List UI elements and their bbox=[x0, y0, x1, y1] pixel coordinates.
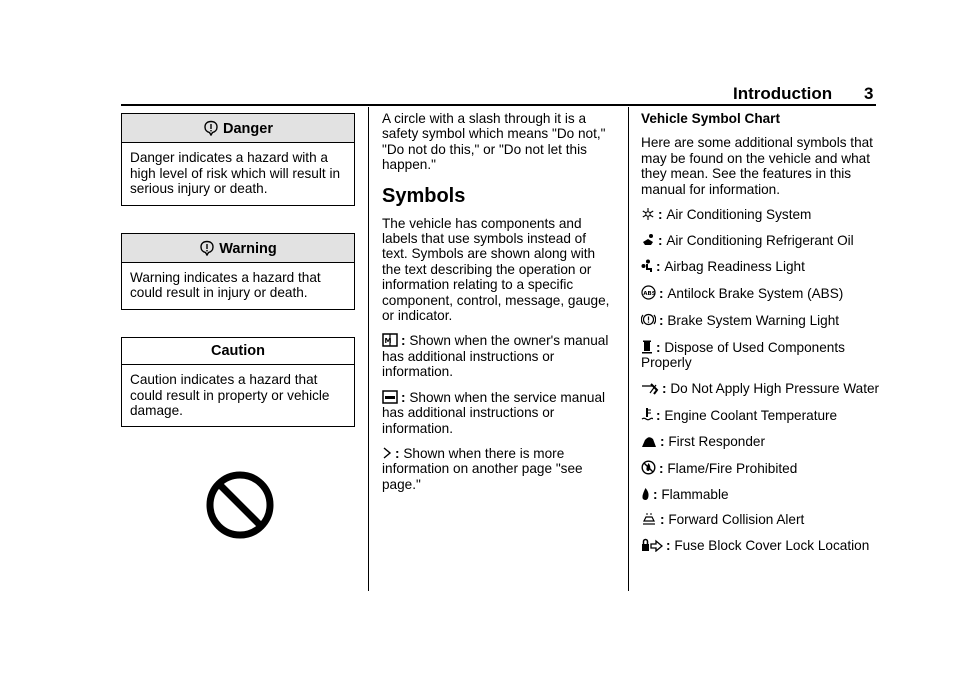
symbol-item-text: First Responder bbox=[668, 433, 766, 449]
warning-box-title: Warning bbox=[219, 240, 277, 257]
symbol-item: : Flammable bbox=[641, 487, 881, 502]
warning-box-body: Warning indicates a hazard that could result in injury or death. bbox=[130, 270, 321, 301]
symbol-item: M : Shown when the owner's manual has additional instructions or information. bbox=[382, 333, 609, 380]
symbol-item-text: Flammable bbox=[661, 486, 729, 502]
danger-box-body: Danger indicates a hazard with a high level of risk which will result in serious injury or death. bbox=[130, 150, 341, 197]
symbol-item-text: Shown when the service manual has additional instructions or information. bbox=[382, 389, 606, 436]
high-pressure-water-icon bbox=[641, 383, 659, 395]
warning-box bbox=[121, 233, 355, 310]
caution-box-header bbox=[122, 338, 354, 365]
symbol-item-text: Shown when there is more information on another page "see page." bbox=[382, 445, 583, 492]
symbol-item-text: Brake System Warning Light bbox=[667, 312, 840, 328]
abs-icon bbox=[641, 285, 656, 300]
fuse-block-lock-icon bbox=[641, 538, 663, 552]
symbol-item: : Do Not Apply High Pressure Water bbox=[641, 381, 881, 396]
symbol-item-text: Flame/Fire Prohibited bbox=[667, 460, 798, 476]
air-conditioning-icon bbox=[641, 207, 655, 221]
prohibition-description: A circle with a slash through it is a safety symbol which means "Do not," "Do not do this," or "Do not let this happen." bbox=[382, 111, 606, 173]
page-section-title: Introduction bbox=[733, 84, 833, 103]
first-responder-icon bbox=[641, 435, 657, 448]
symbol-item: : Brake System Warning Light bbox=[641, 312, 881, 328]
coolant-temperature-icon bbox=[641, 407, 653, 422]
svg-text:ABS: ABS bbox=[643, 290, 656, 297]
warning-triangle-icon bbox=[203, 120, 219, 136]
svg-text:M: M bbox=[384, 337, 392, 346]
flammable-icon bbox=[641, 487, 650, 501]
danger-box-title: Danger bbox=[223, 121, 273, 137]
symbol-item: : Dispose of Used Components Properly bbox=[641, 339, 845, 370]
airbag-icon bbox=[641, 259, 653, 273]
caution-box-body: Caution indicates a hazard that could result in property or vehicle damage. bbox=[130, 372, 330, 419]
symbol-item-text: Air Conditioning Refrigerant Oil bbox=[666, 232, 854, 248]
symbol-item: : Flame/Fire Prohibited bbox=[641, 460, 881, 476]
symbol-item: : Air Conditioning Refrigerant Oil bbox=[641, 233, 881, 248]
flame-prohibited-icon bbox=[641, 460, 656, 475]
forward-collision-icon bbox=[641, 512, 657, 526]
symbol-item: : Forward Collision Alert bbox=[641, 512, 881, 527]
ac-refrigerant-oil-icon bbox=[641, 233, 655, 247]
symbols-description: The vehicle has components and labels that use symbols instead of text. Symbols are shown along with the text describing the operation or information relating to a specific component, control, message, gauge, or indicator. bbox=[382, 215, 610, 324]
column-divider bbox=[628, 107, 629, 591]
symbol-item: : Engine Coolant Temperature bbox=[641, 407, 881, 423]
warning-box-header bbox=[122, 234, 354, 263]
symbol-item-text: Dispose of Used Components Properly bbox=[641, 339, 845, 370]
symbol-item-text: Air Conditioning System bbox=[666, 207, 812, 223]
caution-box bbox=[121, 337, 355, 428]
symbol-item-text: Forward Collision Alert bbox=[668, 512, 805, 528]
symbol-item-text: Fuse Block Cover Lock Location bbox=[674, 538, 870, 554]
dispose-components-icon bbox=[641, 339, 653, 354]
caution-box-title: Caution bbox=[211, 342, 265, 359]
danger-box-header bbox=[122, 114, 354, 143]
symbol-item-text: Shown when the owner's manual has additional instructions or information. bbox=[382, 333, 609, 380]
vehicle-symbol-chart-heading: Vehicle Symbol Chart bbox=[641, 111, 781, 126]
symbol-item: ABS : Antilock Brake System (ABS) bbox=[641, 285, 881, 301]
warning-triangle-icon bbox=[199, 240, 215, 256]
symbol-item: : Air Conditioning System bbox=[641, 207, 881, 222]
brake-warning-icon bbox=[641, 312, 656, 327]
owner-manual-icon bbox=[382, 333, 398, 347]
symbol-item: : Fuse Block Cover Lock Location bbox=[641, 538, 881, 553]
symbols-heading: Symbols bbox=[382, 184, 466, 207]
danger-box bbox=[121, 113, 355, 206]
column-2 bbox=[382, 111, 610, 502]
symbol-item-text: Airbag Readiness Light bbox=[664, 258, 805, 274]
page-ref-icon bbox=[382, 446, 392, 460]
symbol-item: : Airbag Readiness Light bbox=[641, 259, 881, 274]
column-3 bbox=[641, 111, 881, 564]
page-number: 3 bbox=[864, 84, 874, 103]
column-1 bbox=[121, 113, 355, 540]
symbol-item: : Shown when there is more information on another page "see page." bbox=[382, 445, 583, 492]
prohibition-symbol-icon bbox=[205, 470, 275, 540]
symbol-item: : First Responder bbox=[641, 434, 881, 449]
header-rule bbox=[121, 104, 876, 106]
symbol-item-text: Engine Coolant Temperature bbox=[664, 407, 838, 423]
vehicle-symbol-chart-intro: Here are some additional symbols that may be found on the vehicle and what they mean. See the features in this manual for information. bbox=[641, 135, 873, 197]
column-divider bbox=[368, 107, 369, 591]
symbol-item-text: Do Not Apply High Pressure Water bbox=[670, 380, 880, 396]
symbol-item: : Shown when the service manual has additional instructions or information. bbox=[382, 389, 606, 436]
symbol-item-text: Antilock Brake System (ABS) bbox=[667, 285, 844, 301]
service-manual-icon bbox=[382, 390, 398, 404]
